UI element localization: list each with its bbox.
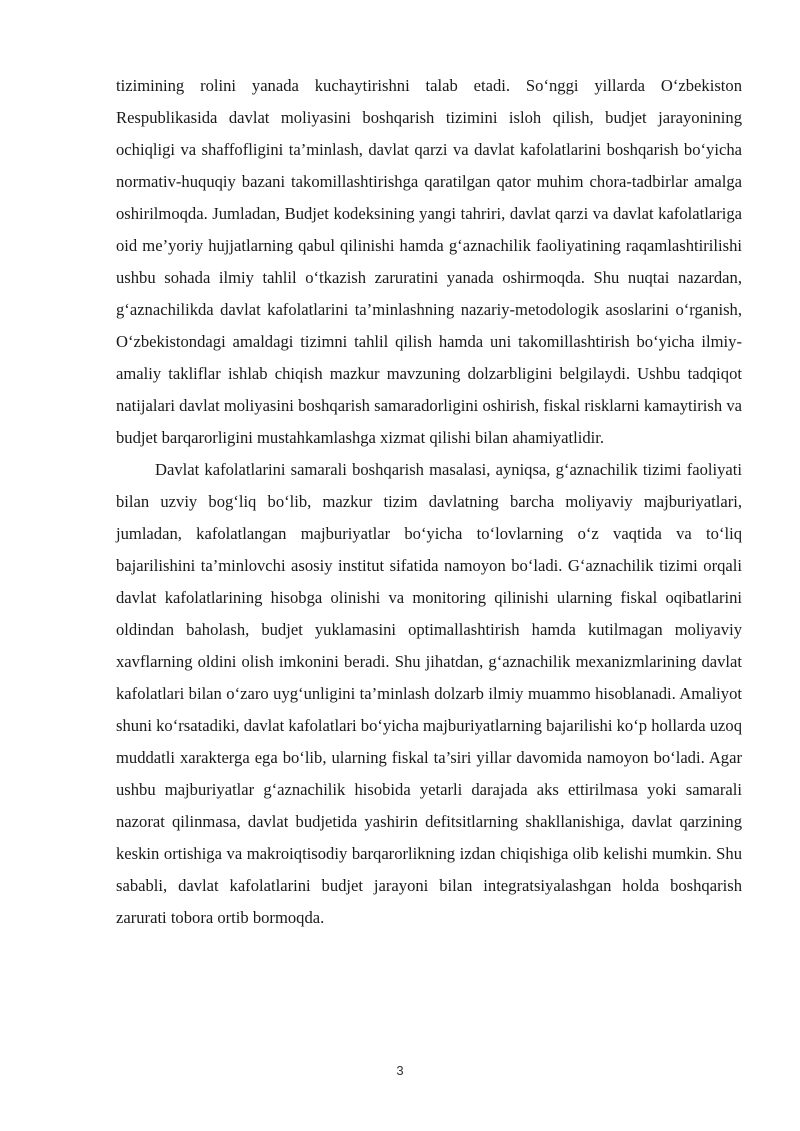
paragraph-davlat-kafolatlari: Davlat kafolatlarini samarali boshqarish masalasi, ayniqsa, g‘aznachilik tizimi faoliyati bilan uzviy bog‘liq bo‘lib, mazkur tizim davlatning barcha moliyaviy majburiyatlari, jumladan, kafolatlangan majburiyatlar bo‘yicha to‘lovlarning o‘z vaqtida va to‘liq bajarilishini ta’minlovchi asosiy institut sifatida namoyon bo‘ladi. G‘aznachilik tizimi orqali davlat kafolatlarining hisobga olinishi va monitoring qilinishi ularning fiskal oqibatlarini oldindan baholash, budjet yuklamasini optimallashtirish hamda kutilmagan moliyaviy xavflarning oldini olish imkonini beradi. Shu jihatdan, g‘aznachilik mexanizmlarining davlat kafolatlari bilan o‘zaro uyg‘unligini ta’minlash dolzarb ilmiy muammo hisoblanadi. Amaliyot shuni ko‘rsatadiki, davlat kafolatlari bo‘yicha majburiyatlarning bajarilishi ko‘p hollarda uzoq muddatli xarakterga ega bo‘lib, ularning fiskal ta’siri yillar davomida namoyon bo‘ladi. Agar ushbu majburiyatlar g‘aznachilik hisobida yetarli darajada aks ettirilmasa yoki samarali nazorat qilinmasa, davlat budjetida yashirin defitsitlarning shakllanishiga, davlat qarzining keskin ortishiga va makroiqtisodiy barqarorlikning izdan chiqishiga olib kelishi mumkin. Shu sababli, davlat kafolatlarini budjet jarayoni bilan integratsiyalashgan holda boshqarish zarurati tobora ortib bormoqda. [116,460,742,927]
document-page [116,70,742,934]
page-number: 3 [396,1063,404,1078]
paragraph-continuation: tizimining rolini yanada kuchaytirishni talab etadi. So‘nggi yillarda O‘zbekiston Respublikasida davlat moliyasini boshqarish tizimini isloh qilish, budjet jarayonining ochiqligi va shaffofligini ta’minlash, davlat qarzi va davlat kafolatlarini boshqarish bo‘yicha normativ-huquqiy bazani takomillashtirishga qaratilgan qator muhim chora-tadbirlar amalga oshirilmoqda. Jumladan, Budjet kodeksining yangi tahriri, davlat qarzi va davlat kafolatlariga oid me’yoriy hujjatlarning qabul qilinishi hamda g‘aznachilik faoliyatining raqamlashtirilishi ushbu sohada ilmiy tahlil o‘tkazish zaruratini yanada oshirmoqda. Shu nuqtai nazardan, g‘aznachilikda davlat kafolatlarini ta’minlashning nazariy-metodologik asoslarini o‘rganish, O‘zbekistondagi amaldagi tizimni tahlil qilish hamda uni takomillashtirish bo‘yicha ilmiy-amaliy takliflar ishlab chiqish mazkur mavzuning dolzarbligini belgilaydi. Ushbu tadqiqot natijalari davlat moliyasini boshqarish samaradorligini oshirish, fiskal risklarni kamaytirish va budjet barqarorligini mustahkamlashga xizmat qilishi bilan ahamiyatlidir. [116,76,742,447]
